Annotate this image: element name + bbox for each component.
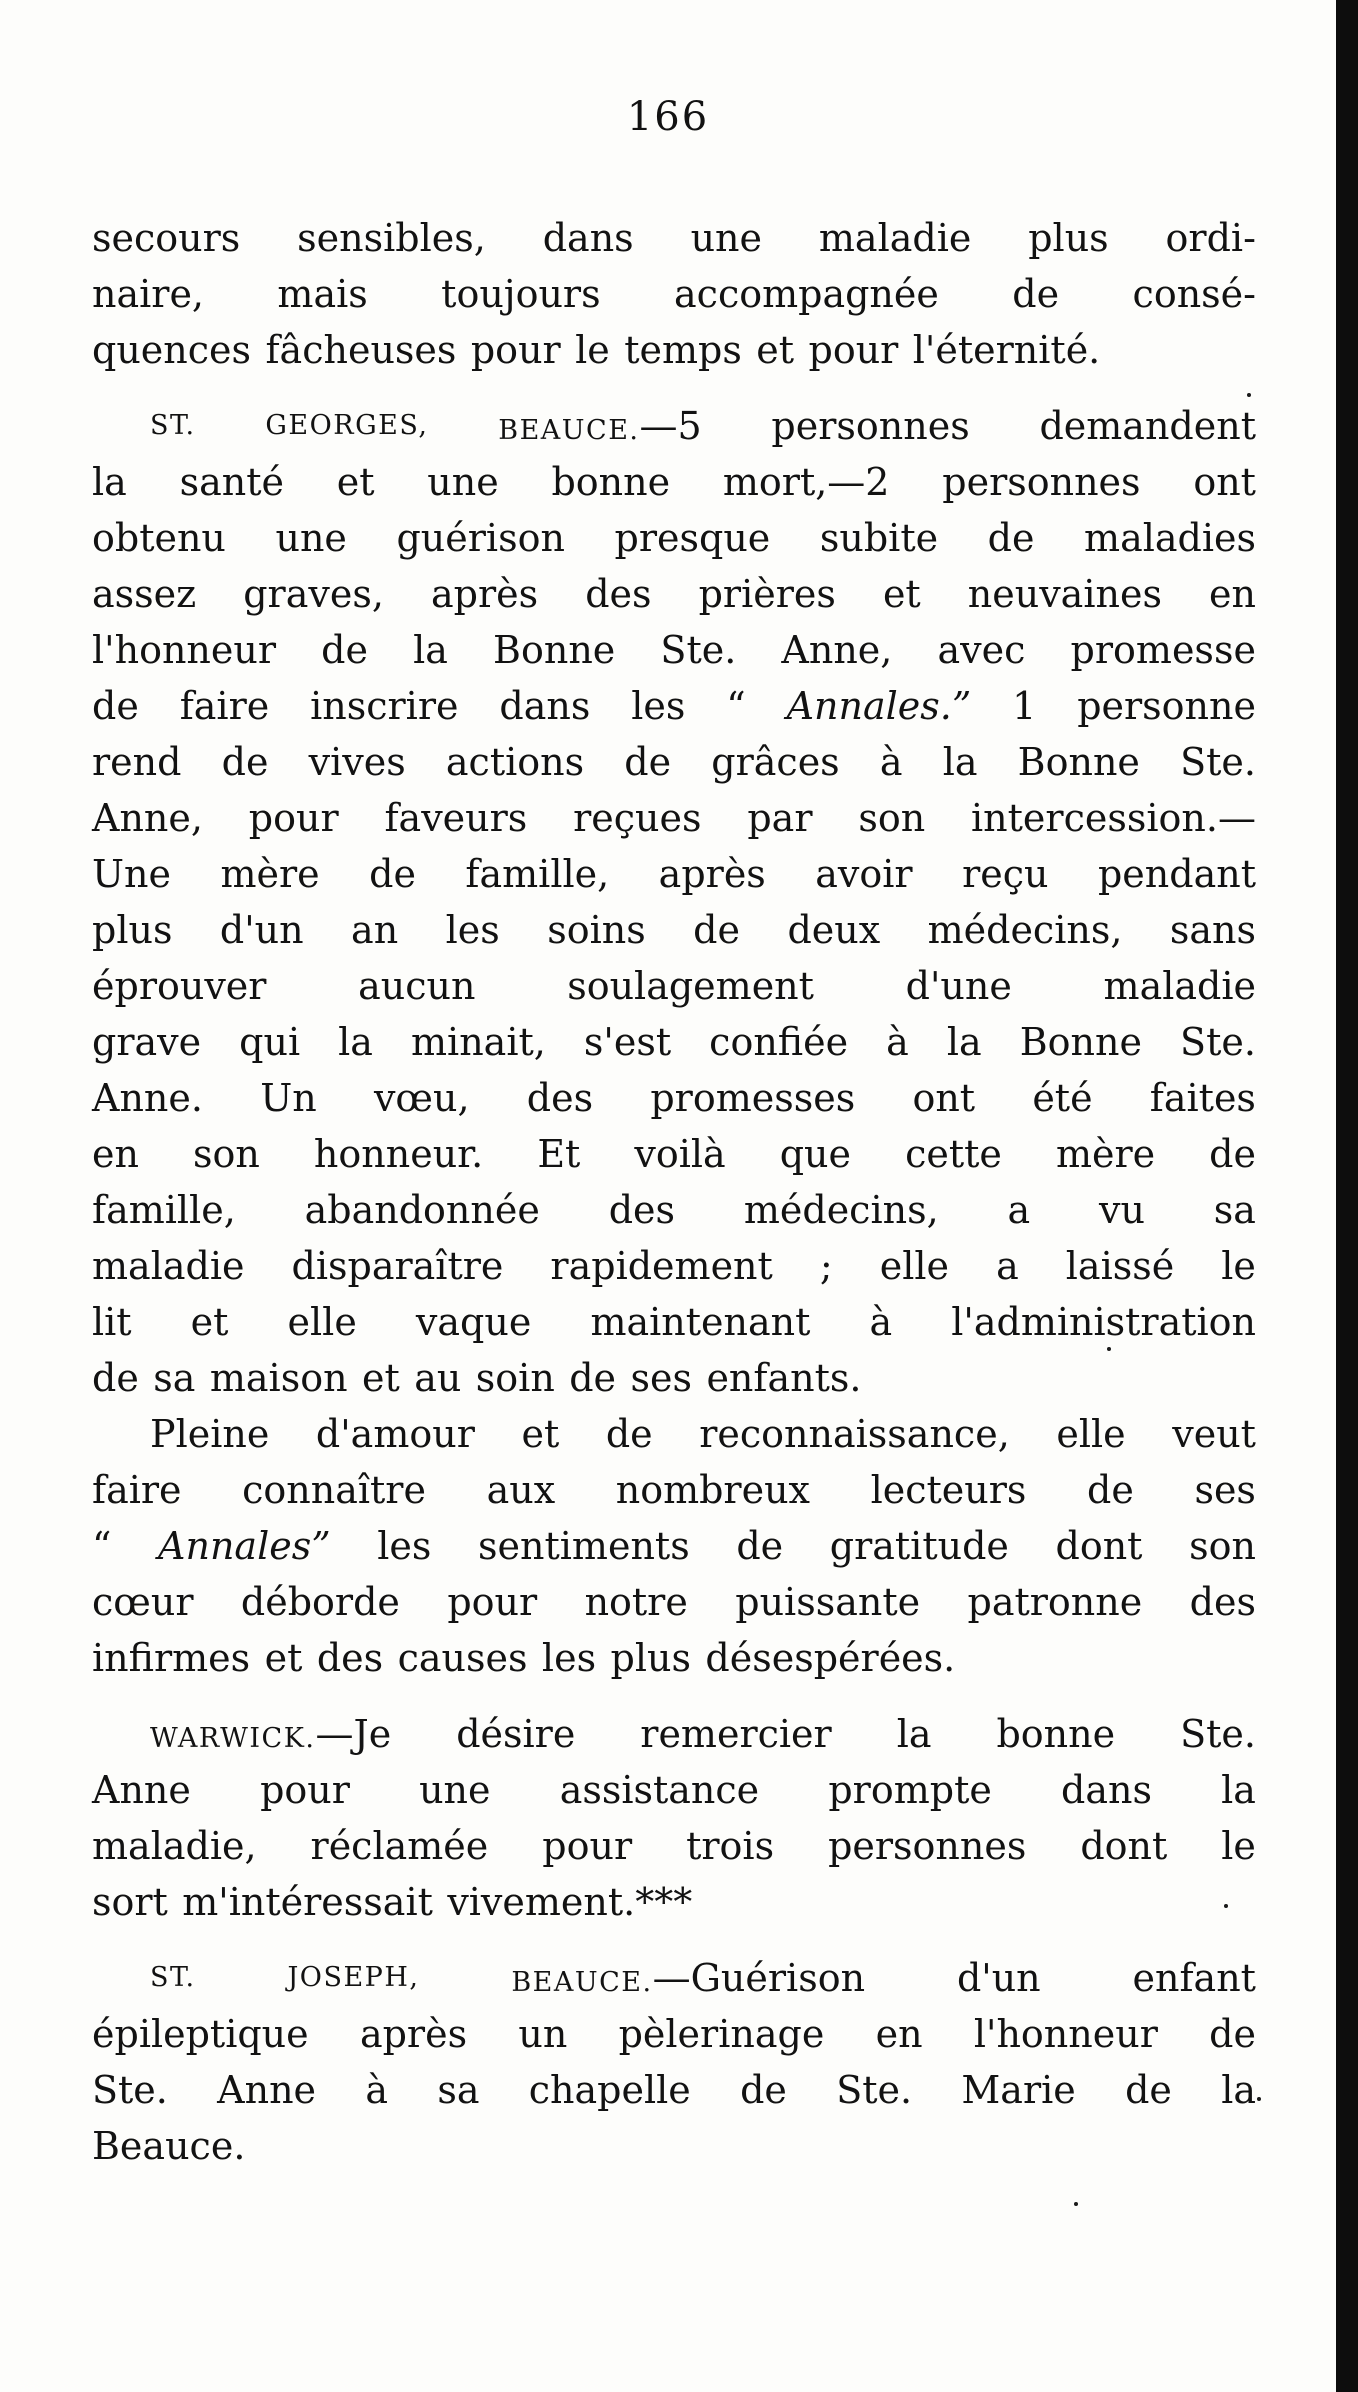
word: vivement.*** [447, 1880, 693, 1924]
word: l'éternité. [912, 328, 1101, 372]
word: une [427, 460, 499, 504]
word: la [413, 628, 448, 672]
word: ; [819, 1244, 833, 1288]
word: maintenant [590, 1300, 811, 1344]
word: qui [239, 1020, 301, 1064]
word: subite [819, 516, 939, 560]
word: des [316, 1636, 384, 1680]
word: ST. [150, 410, 196, 441]
word: pèlerinage [618, 2012, 825, 2056]
word: Anne [92, 1768, 191, 1812]
word: enfants. [706, 1356, 862, 1400]
text-line [92, 790, 1256, 846]
word: dans [542, 216, 634, 260]
word: médecins, [927, 908, 1123, 952]
text-line [92, 902, 1256, 958]
word: vaque [415, 1300, 532, 1344]
word: l'administration [951, 1300, 1256, 1344]
word: personnes [771, 404, 970, 448]
word: pour [808, 328, 899, 372]
text-line [92, 1294, 1256, 1350]
word: Bonne [1017, 740, 1140, 784]
word: et [362, 1356, 400, 1400]
word: lecteurs [870, 1468, 1027, 1512]
text-line [92, 1238, 1256, 1294]
word: accompagnée [674, 272, 939, 316]
word: après [430, 572, 539, 616]
word: et [756, 328, 795, 372]
word: BEAUCE.—5 [498, 404, 702, 448]
word: maladie, [92, 1824, 257, 1868]
word: soin [475, 1356, 555, 1400]
speck [1224, 1904, 1228, 1908]
word: sentiments [478, 1524, 690, 1568]
text-line [92, 398, 1256, 454]
word: Ste. [660, 628, 737, 672]
word: “ [726, 684, 746, 728]
page-edge-bar [1336, 0, 1358, 2392]
text-line [92, 2118, 1256, 2174]
word: d'une [905, 964, 1012, 1008]
word: pour [447, 1580, 538, 1624]
word: naire, [92, 272, 205, 316]
word: mort,—2 [722, 460, 890, 504]
word: à [886, 1020, 909, 1064]
text-line [92, 1462, 1256, 1518]
word: plus [610, 1636, 691, 1680]
word: notre [584, 1580, 688, 1624]
word: son [858, 796, 926, 840]
word: quences [92, 328, 252, 372]
word: elle [287, 1300, 357, 1344]
speck [1257, 2097, 1261, 2101]
text-line [92, 1406, 1256, 1462]
word: Ste. [836, 2068, 913, 2112]
word: de [1125, 2068, 1172, 2112]
word: bonne [551, 460, 671, 504]
text-line [92, 322, 1256, 378]
word: de [369, 852, 416, 896]
word: GEORGES, [265, 410, 429, 441]
word: Ste. [1180, 740, 1256, 784]
page-number: 166 [626, 94, 710, 140]
word: après [359, 2012, 468, 2056]
word: d'un [956, 1956, 1041, 2000]
speck [1107, 1347, 1111, 1351]
word: Anne, [781, 628, 893, 672]
word: sa [1213, 1188, 1256, 1232]
word: Marie [961, 2068, 1076, 2112]
word: abandonnée [304, 1188, 540, 1232]
text-line [92, 958, 1256, 1014]
word: famille, [92, 1188, 236, 1232]
word: ordi- [1165, 216, 1256, 260]
word: reçues [573, 796, 702, 840]
word: dans [1061, 1768, 1152, 1812]
word: pour [260, 1768, 350, 1812]
word: été [1032, 1076, 1093, 1120]
word: rapidement [550, 1244, 773, 1288]
word: plus [1028, 216, 1109, 260]
word: en [92, 1132, 139, 1176]
word: éprouver [92, 964, 267, 1008]
word: la [92, 460, 127, 504]
word: de [736, 1524, 784, 1568]
text-line [92, 1706, 1256, 1762]
word: que [779, 1132, 852, 1176]
text-line [92, 266, 1256, 322]
word: une [690, 216, 762, 260]
word: intercession.— [971, 796, 1256, 840]
word: puissante [735, 1580, 921, 1624]
word: a [996, 1244, 1019, 1288]
word: faire [92, 1468, 182, 1512]
word: d'amour [315, 1412, 475, 1456]
word: de [569, 1356, 617, 1400]
text-line [92, 210, 1256, 266]
word: connaître [242, 1468, 426, 1512]
word: des [1189, 1580, 1256, 1624]
word: de [693, 908, 740, 952]
word: en [1209, 572, 1256, 616]
word: Un [260, 1076, 317, 1120]
word: santé [179, 460, 284, 504]
word: épileptique [92, 2012, 309, 2056]
word: pour [248, 796, 339, 840]
word: mère [1055, 1132, 1156, 1176]
word: elle [1056, 1412, 1126, 1456]
word: de [740, 2068, 787, 2112]
word: la [942, 740, 978, 784]
word: reconnaissance, [699, 1412, 1010, 1456]
text-line [92, 846, 1256, 902]
word: réclamée [310, 1824, 489, 1868]
word: grâces [711, 740, 840, 784]
word: médecins, [743, 1188, 939, 1232]
word: dont [1080, 1824, 1168, 1868]
word: promesses [650, 1076, 856, 1120]
word: à [879, 740, 903, 784]
word: désire [456, 1712, 576, 1756]
word: confiée [709, 1020, 849, 1064]
word: maison [209, 1356, 348, 1400]
word: sort [92, 1880, 168, 1924]
word: ses [630, 1356, 692, 1400]
word: mère [220, 852, 320, 896]
word: Anne. [92, 1076, 203, 1120]
word: “ [92, 1524, 112, 1568]
word: inscrire [310, 684, 459, 728]
word: chapelle [528, 2068, 691, 2112]
word: de [1209, 2012, 1256, 2056]
text-line [92, 1126, 1256, 1182]
word: temps [624, 328, 742, 372]
word: actions [445, 740, 585, 784]
word: m'intéressait [182, 1880, 433, 1924]
word: Annales.” [786, 684, 972, 728]
word: une [275, 516, 347, 560]
word: cette [905, 1132, 1002, 1176]
word: la [1221, 2068, 1256, 2112]
word: ST. [150, 1962, 196, 1993]
word: Anne [217, 2068, 317, 2112]
word: deux [787, 908, 881, 952]
word: obtenu [92, 516, 226, 560]
text-line [92, 1950, 1256, 2006]
word: par [747, 796, 813, 840]
word: enfant [1132, 1956, 1256, 2000]
text-line [92, 2006, 1256, 2062]
word: les [541, 1636, 597, 1680]
word: disparaître [291, 1244, 504, 1288]
word: sa [153, 1356, 196, 1400]
word: assez [92, 572, 197, 616]
word: an [351, 908, 399, 952]
word: fâcheuses [265, 328, 457, 372]
word: assistance [559, 1768, 760, 1812]
speck [1074, 2202, 1078, 2206]
word: de [92, 1356, 139, 1400]
word: a [1007, 1188, 1031, 1232]
word: Ste. [1180, 1712, 1256, 1756]
word: WARWICK.—Je [150, 1712, 392, 1756]
word: Ste. [92, 2068, 168, 2112]
word: laissé [1065, 1244, 1175, 1288]
word: son [193, 1132, 260, 1176]
word: personnes [942, 460, 1141, 504]
word: des [585, 572, 652, 616]
word: prières [698, 572, 836, 616]
word: de [1012, 272, 1060, 316]
word: 1 [1012, 684, 1037, 728]
word: de [221, 740, 269, 784]
text-line [92, 734, 1256, 790]
word: pendant [1097, 852, 1256, 896]
word: désespérées. [705, 1636, 956, 1680]
word: veut [1172, 1412, 1256, 1456]
word: presque [614, 516, 771, 560]
word: bonne [996, 1712, 1116, 1756]
word: de [92, 684, 139, 728]
word: et [190, 1300, 229, 1344]
word: personnes [828, 1824, 1027, 1868]
word: soins [547, 908, 646, 952]
word: de [605, 1412, 653, 1456]
text-line [92, 2062, 1256, 2118]
word: ont [912, 1076, 976, 1120]
speck [1247, 393, 1251, 397]
text-line [92, 1630, 1256, 1686]
word: toujours [441, 272, 601, 316]
text-line [92, 1574, 1256, 1630]
word: demandent [1039, 404, 1256, 448]
word: faire [179, 684, 270, 728]
word: Et [537, 1132, 581, 1176]
word: en [875, 2012, 923, 2056]
text-line [92, 1762, 1256, 1818]
word: promesse [1070, 628, 1256, 672]
word: son [1189, 1524, 1256, 1568]
word: pour [542, 1824, 633, 1868]
word: la [896, 1712, 932, 1756]
text-line [92, 1818, 1256, 1874]
word: le [1221, 1244, 1256, 1288]
text-line [92, 1350, 1256, 1406]
word: ses [1194, 1468, 1256, 1512]
word: avec [937, 628, 1026, 672]
word: et [882, 572, 921, 616]
word: des [526, 1076, 594, 1120]
text-line [92, 454, 1256, 510]
text-line [92, 1070, 1256, 1126]
word: pour [470, 328, 561, 372]
word: à [365, 2068, 389, 2112]
word: l'honneur [92, 628, 277, 672]
word: graves, [243, 572, 384, 616]
word: prompte [828, 1768, 992, 1812]
word: la [946, 1020, 982, 1064]
word: Anne, [92, 796, 203, 840]
word: rend [92, 740, 182, 784]
word: secours [92, 216, 241, 260]
text-line [92, 678, 1256, 734]
word: gratitude [829, 1524, 1009, 1568]
word: dont [1055, 1524, 1143, 1568]
word: neuvaines [967, 572, 1162, 616]
text-line [92, 1014, 1256, 1070]
word: des [608, 1188, 676, 1232]
word: d'un [219, 908, 304, 952]
word: lit [92, 1300, 132, 1344]
word: cœur [92, 1580, 194, 1624]
word: voilà [634, 1132, 726, 1176]
word: aucun [358, 964, 476, 1008]
word: déborde [240, 1580, 400, 1624]
word: à [869, 1300, 893, 1344]
word: Ste. [1180, 1020, 1256, 1064]
word: grave [92, 1020, 202, 1064]
word: et [264, 1636, 303, 1680]
word: guérison [396, 516, 565, 560]
text-line [92, 1182, 1256, 1238]
text-line [92, 1874, 1256, 1930]
word: faites [1149, 1076, 1256, 1120]
word: remercier [640, 1712, 832, 1756]
word: Bonne [493, 628, 616, 672]
word: vu [1098, 1188, 1145, 1232]
word: reçu [962, 852, 1049, 896]
word: trois [686, 1824, 775, 1868]
word: maladie [92, 1244, 245, 1288]
word: Bonne [1019, 1020, 1142, 1064]
word: de [1209, 1132, 1256, 1176]
word: de [624, 740, 672, 784]
word: BEAUCE.—Guérison [511, 1956, 866, 2000]
word: la [1221, 1768, 1256, 1812]
word: Pleine [150, 1412, 270, 1456]
word: aux [486, 1468, 556, 1512]
word: après [658, 852, 766, 896]
word: avoir [815, 852, 913, 896]
word: honneur. [313, 1132, 484, 1176]
text-line [92, 566, 1256, 622]
word: sensibles, [297, 216, 486, 260]
text-line [92, 1518, 1256, 1574]
word: au [414, 1356, 462, 1400]
word: JOSEPH, [287, 1962, 420, 1993]
word: maladie [1103, 964, 1256, 1008]
word: patronne [967, 1580, 1143, 1624]
word: l'honneur [973, 2012, 1158, 2056]
word: plus [92, 908, 173, 952]
body-text [92, 210, 1256, 2174]
word: maladie [818, 216, 972, 260]
word: s'est [583, 1020, 672, 1064]
word: de [321, 628, 368, 672]
word: Une [92, 852, 171, 896]
word: minait, [411, 1020, 546, 1064]
word: faveurs [384, 796, 528, 840]
word: de [1087, 1468, 1134, 1512]
word: consé- [1132, 272, 1256, 316]
word: famille, [465, 852, 610, 896]
word: le [575, 328, 610, 372]
word: Beauce. [92, 2124, 246, 2168]
word: ont [1193, 460, 1256, 504]
word: sans [1169, 908, 1256, 952]
word: nombreux [615, 1468, 810, 1512]
word: une [419, 1768, 491, 1812]
word: les [445, 908, 500, 952]
word: sa [437, 2068, 480, 2112]
word: vives [308, 740, 406, 784]
word: Annales” [158, 1524, 331, 1568]
word: et [521, 1412, 560, 1456]
word: le [1221, 1824, 1256, 1868]
word: la [338, 1020, 373, 1064]
word: infirmes [92, 1636, 251, 1680]
word: les [631, 684, 686, 728]
text-line [92, 622, 1256, 678]
word: et [336, 460, 375, 504]
word: causes [397, 1636, 528, 1680]
word: un [518, 2012, 568, 2056]
word: les [377, 1524, 432, 1568]
word: vœu, [373, 1076, 470, 1120]
word: soulagement [567, 964, 814, 1008]
word: elle [879, 1244, 950, 1288]
text-line [92, 510, 1256, 566]
word: maladies [1084, 516, 1256, 560]
word: dans [499, 684, 591, 728]
word: personne [1077, 684, 1256, 728]
word: mais [277, 272, 368, 316]
word: de [987, 516, 1035, 560]
